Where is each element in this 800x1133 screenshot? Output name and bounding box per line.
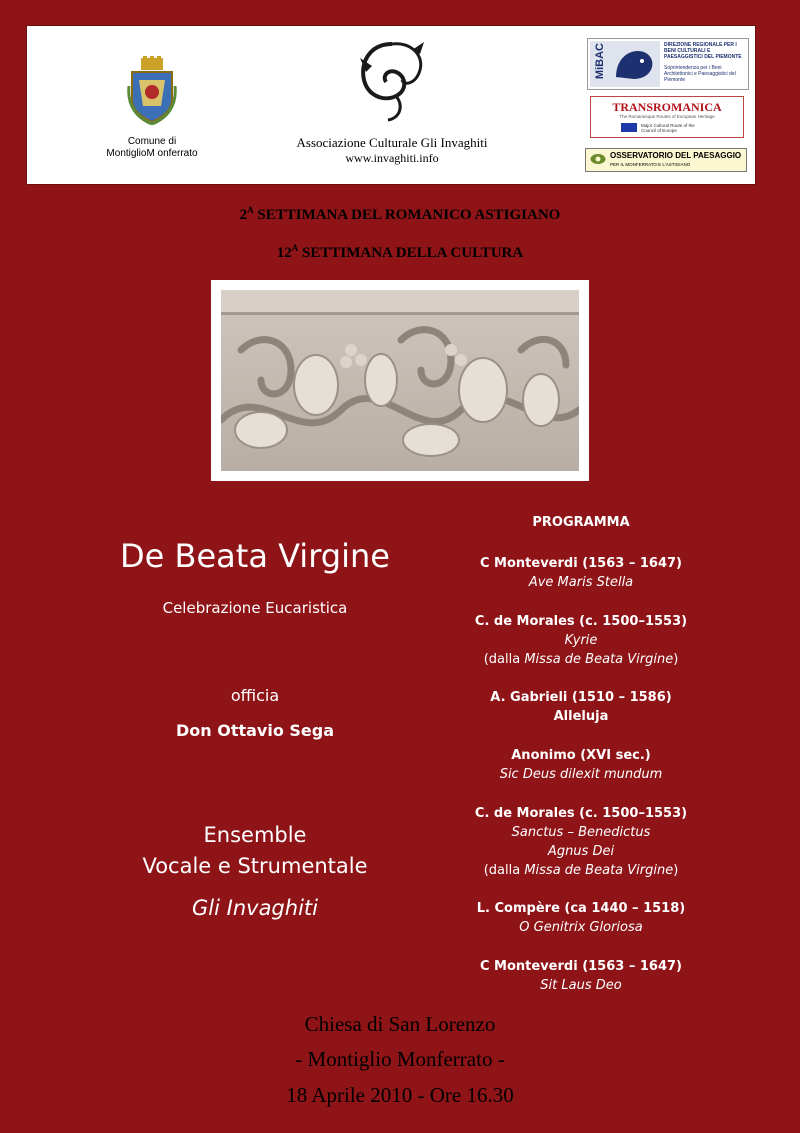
week-line-1: [0, 205, 800, 224]
association-website: www.invaghiti.info: [345, 151, 439, 165]
venue-town: - Montiglio Monferrato -: [295, 1047, 505, 1071]
composer: C Monteverdi (1563 – 1647): [479, 556, 682, 571]
eye-icon: [590, 153, 606, 165]
composer: C Monteverdi (1563 – 1647): [479, 959, 682, 974]
program-item: [466, 899, 696, 937]
work-title: Sit Laus Deo: [540, 978, 622, 993]
week1-sup: A: [247, 205, 254, 215]
ensemble-name: Gli Invaghiti: [192, 896, 318, 920]
work-title: Sic Deus dilexit mundum: [499, 767, 663, 782]
note-mass: Missa de Beata Virgine: [524, 652, 674, 667]
program-item: [466, 746, 696, 784]
dragon-logo-icon: [352, 36, 432, 126]
work-title: Alleluja: [553, 709, 609, 724]
ensemble-line1: Ensemble: [203, 823, 307, 847]
romanesque-relief-image: [221, 290, 579, 471]
week2-number: 12: [276, 245, 292, 261]
composer: L. Compère (ca 1440 – 1518): [476, 901, 686, 916]
week2-text: SETTIMANA DELLA CULTURA: [298, 245, 524, 261]
mibac-logo: [587, 38, 749, 90]
week-line-2: [0, 243, 800, 262]
celebrant-name: Don Ottavio Sega: [175, 721, 335, 740]
event-title: De Beata Virgine: [120, 537, 390, 575]
work-note: [466, 650, 696, 669]
week1-number: 2: [239, 207, 248, 223]
work-title: Kyrie: [564, 633, 598, 648]
venue-church: Chiesa di San Lorenzo: [304, 1012, 496, 1036]
event-subtitle: Celebrazione Eucaristica: [162, 599, 348, 617]
program-item: [466, 957, 696, 995]
work-title: Ave Maris Stella: [528, 575, 634, 590]
venue-datetime: 18 Aprile 2010 - Ore 16.30: [286, 1083, 514, 1107]
mibac-text2: Soprintendenza per i Beni Architettonici e Paesaggistici del Piemonte: [664, 65, 736, 83]
program-item: [466, 612, 696, 669]
note-prefix: (dalla: [483, 863, 525, 878]
association-name: Associazione Culturale Gli Invaghiti: [296, 135, 488, 150]
coat-of-arms-icon: [127, 56, 177, 126]
transromanica-subtitle: The Romanesque Routes of European Heritage: [619, 114, 715, 119]
work-title-2: Agnus Dei: [547, 844, 615, 859]
program-item: [466, 554, 696, 592]
header-logos: [26, 25, 756, 185]
work-note: [466, 861, 696, 880]
osservatorio-subtitle: PER IL MONFERRATO E L'ASTIGIANO: [610, 162, 691, 167]
composer: A. Gabrieli (1510 – 1586): [490, 690, 672, 705]
composer: C. de Morales (c. 1500–1553): [474, 806, 688, 821]
comune-line1: Comune di: [127, 136, 177, 147]
osservatorio-logo: [585, 148, 747, 172]
mibac-mark-text: MiBAC: [594, 43, 606, 80]
note-suffix: ): [673, 863, 679, 878]
osservatorio-title: OSSERVATORIO DEL PAESAGGIO: [610, 151, 742, 160]
ensemble-line2: Vocale e Strumentale: [142, 854, 368, 878]
work-title: Sanctus – Benedictus: [511, 825, 651, 840]
association-logo: [277, 36, 507, 166]
note-mass: Missa de Beata Virgine: [524, 863, 674, 878]
transromanica-logo: [590, 96, 744, 138]
mibac-text1: DIREZIONE REGIONALE PER I BENI CULTURALI E PAESAGGISTICI DEL PIEMONTE: [664, 42, 742, 60]
note-suffix: ): [673, 652, 679, 667]
eu-flag-icon: [621, 123, 637, 132]
lion-head-icon: [612, 47, 656, 81]
comune-logo: [97, 56, 207, 160]
mibac-mark: [590, 41, 660, 87]
transromanica-council: Major Cultural Route of the Council of Europe: [641, 123, 695, 133]
photo-frame: [211, 280, 589, 481]
week1-text: SETTIMANA DEL ROMANICO ASTIGIANO: [253, 207, 561, 223]
note-prefix: (dalla: [483, 652, 525, 667]
transromanica-title: TRANSROMANICA: [612, 100, 722, 114]
week2-sup: A: [291, 243, 299, 253]
program-item: [466, 688, 696, 726]
programma-title: PROGRAMMA: [532, 515, 630, 530]
work-title: O Genitrix Gloriosa: [519, 920, 643, 935]
comune-line2: MontiglioM onferrato: [106, 148, 198, 159]
composer: C. de Morales (c. 1500–1553): [474, 614, 688, 629]
program-item: [466, 804, 696, 880]
composer: Anonimo (XVI sec.): [511, 748, 651, 763]
officia-label: officia: [230, 686, 280, 705]
